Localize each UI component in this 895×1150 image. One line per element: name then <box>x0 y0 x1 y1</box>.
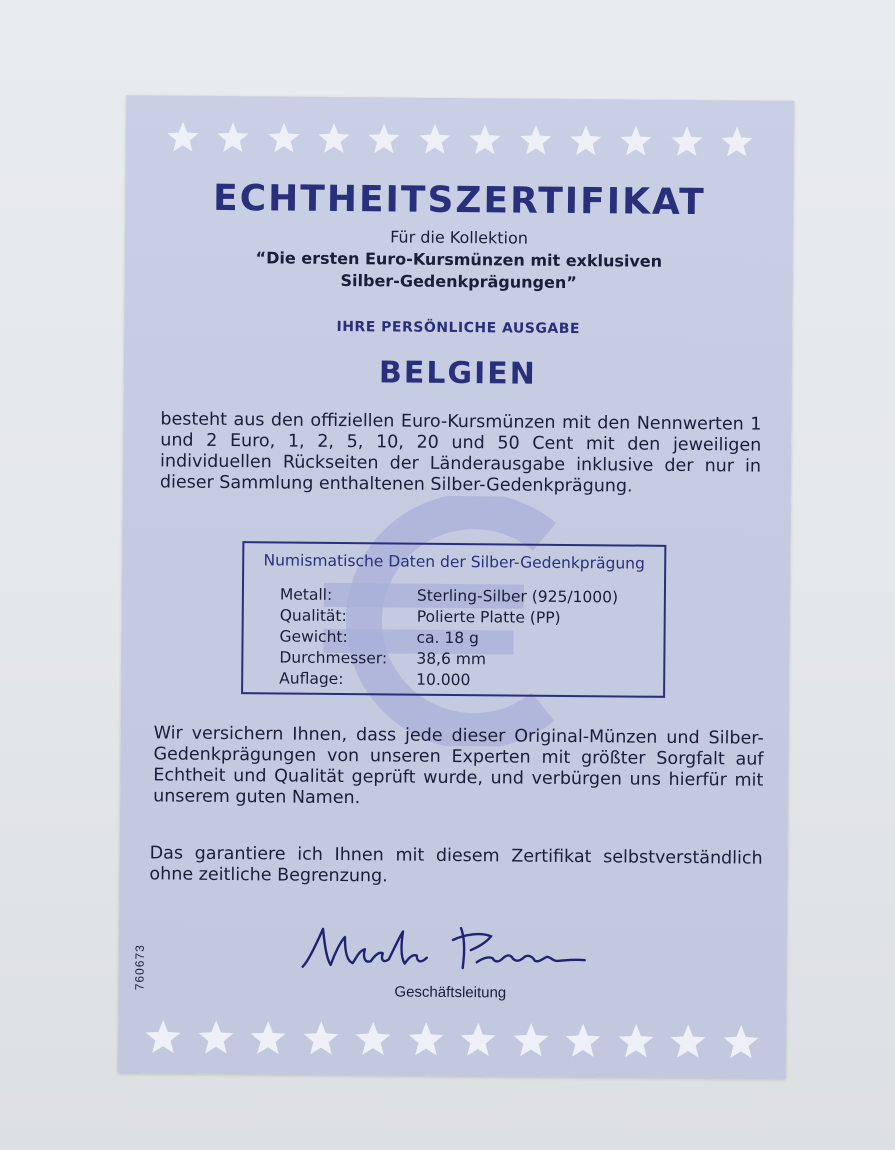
data-value: Polierte Platte (PP) <box>416 607 561 627</box>
star-icon <box>720 124 754 158</box>
data-row-weight <box>279 627 479 647</box>
description-paragraph: besteht aus den offiziellen Euro-Kursmünzen mit den Nennwerten 1 und 2 Euro, 1, 2, 5, 10, 20 und 50 Cent mit den jeweiligen individuellen Rückseiten der Länderausgabe inklusive der nur in dieser Sammlung enthaltenen Silber-Gedenkprägung. <box>159 409 762 497</box>
data-key: Gewicht: <box>279 627 348 647</box>
star-icon <box>512 1021 550 1059</box>
star-icon <box>669 124 703 158</box>
star-icon <box>468 122 502 156</box>
data-value: Sterling-Silber (925/1000) <box>416 586 619 607</box>
star-icon <box>564 1021 602 1059</box>
collection-label: Für die Kollektion <box>390 227 529 248</box>
data-value: ca. 18 g <box>416 628 480 648</box>
certificate-card <box>118 95 795 1079</box>
star-icon <box>354 1019 392 1057</box>
data-row-metal <box>280 585 618 606</box>
star-icon <box>166 119 200 153</box>
data-row-diameter <box>279 648 486 668</box>
signature <box>295 917 596 980</box>
data-key: Metall: <box>279 585 333 604</box>
bottom-star-row <box>144 1017 760 1060</box>
star-icon <box>569 123 603 157</box>
star-icon <box>249 1018 287 1056</box>
star-icon <box>518 123 552 157</box>
star-icon <box>617 1021 655 1059</box>
serial-number: 760673 <box>132 944 147 991</box>
country-name: BELGIEN <box>378 355 537 392</box>
star-icon <box>317 121 351 155</box>
star-icon <box>722 1022 760 1060</box>
data-row-mintage <box>279 669 470 689</box>
star-icon <box>216 120 250 154</box>
signature-caption: Geschäftsleitung <box>394 983 507 1002</box>
data-value: 38,6 mm <box>416 649 487 669</box>
assurance-paragraph: Wir versichern Ihnen, dass jede dieser Original-Münzen und Silber-Gedenkprägungen von unseren Experten mit größter Sorgfalt auf Echtheit und Qualität geprüft wurde, und verbürgen uns hierfür mit unserem guten Namen. <box>153 723 764 809</box>
data-key: Qualität: <box>279 606 347 626</box>
star-icon <box>196 1018 234 1056</box>
data-key: Durchmesser: <box>279 648 388 668</box>
data-key: Auflage: <box>279 669 344 689</box>
star-icon <box>459 1020 497 1058</box>
guarantee-paragraph: Das garantiere ich Ihnen mit diesem Zertifikat selbstverständlich ohne zeitliche Begrenzung. <box>149 843 763 887</box>
star-icon <box>418 122 452 156</box>
star-icon <box>669 1022 707 1060</box>
collection-name-line2: Silber-Gedenkprägungen” <box>340 270 577 293</box>
star-icon <box>144 1017 182 1055</box>
data-box-title: Numismatische Daten der Silber-Gedenkprägung <box>263 551 645 573</box>
star-icon <box>367 121 401 155</box>
numismatic-data-box <box>241 541 666 698</box>
edition-label: IHRE PERSÖNLICHE AUSGABE <box>336 318 581 338</box>
star-icon <box>619 123 653 157</box>
data-value: 10.000 <box>416 670 471 690</box>
data-row-quality <box>280 606 561 626</box>
star-icon <box>407 1020 445 1058</box>
collection-name-line1: “Die ersten Euro-Kursmünzen mit exklusiven <box>255 248 663 271</box>
star-icon <box>301 1019 339 1057</box>
top-star-row <box>166 119 754 158</box>
star-icon <box>266 120 300 154</box>
certificate-title: ECHTHEITSZERTIFIKAT <box>212 177 706 224</box>
